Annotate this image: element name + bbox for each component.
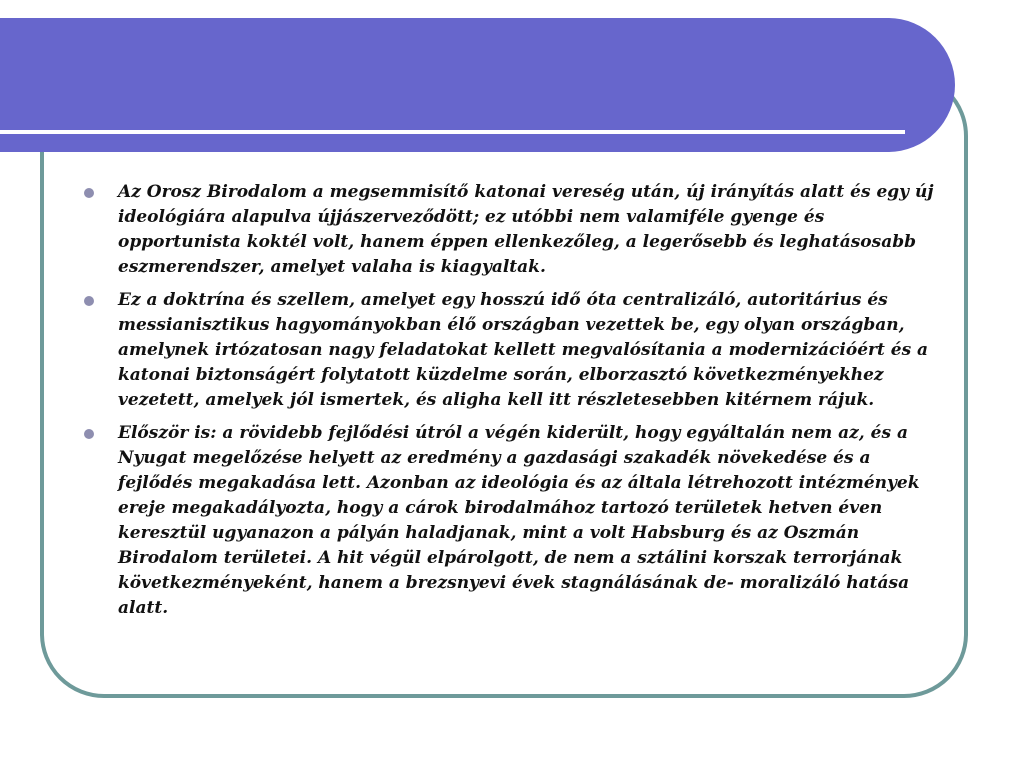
bullet-item [80, 421, 950, 621]
bullet-icon [84, 188, 94, 198]
bullet-icon [84, 296, 94, 306]
bullet-list [80, 180, 950, 621]
bullet-item [80, 288, 950, 413]
bullet-item [80, 180, 950, 280]
bullet-text: Ez a doktrína és szellem, amelyet egy hosszú idő óta centralizáló, autoritárius és messianisztikus hagyományokban élő országban vezettek be, egy olyan országban, amelynek irtózatosan nagy feladatokat kellett megvalósítania a modernizációért és a katonai biztonságért folytatott küzdelme során, elborzasztó következményekhez vezetett, amelyek jól ismertek, és aligha kell itt részletesebben kitérnem rájuk. [118, 290, 929, 410]
bullet-icon [84, 429, 94, 439]
slide-title [60, 58, 880, 138]
title-divider [0, 130, 905, 134]
slide-body [80, 180, 950, 629]
bullet-text: Először is: a rövidebb fejlődési útról a végén kiderült, hogy egyáltalán nem az, és a Nyugat megelőzése helyett az eredmény a gazdasági szakadék növekedése és a fejlődés megakadása lett. Azonban az ideológia és az általa létrehozott intézmények ereje megakadályozta, hogy a cárok birodalmához tartozó területek hetven éven keresztül ugyanazon a pályán haladjanak, mint a volt Habsburg és az Oszmán Birodalom területei. A hit végül elpárolgott, de nem a sztálini korszak terrorjának következményeként, hanem a brezsnyevi évek stagnálásának de- moralizáló hatása alatt. [118, 423, 920, 618]
bullet-text: Az Orosz Birodalom a megsemmisítő katonai vereség után, új irányítás alatt és egy új ideológiára alapulva újjászerveződött; ez utóbbi nem valamiféle gyenge és opportunista koktél volt, hanem éppen ellenkezőleg, a legerősebb és leghatásosabb eszmerendszer, amelyet valaha is kiagyaltak. [118, 182, 934, 277]
